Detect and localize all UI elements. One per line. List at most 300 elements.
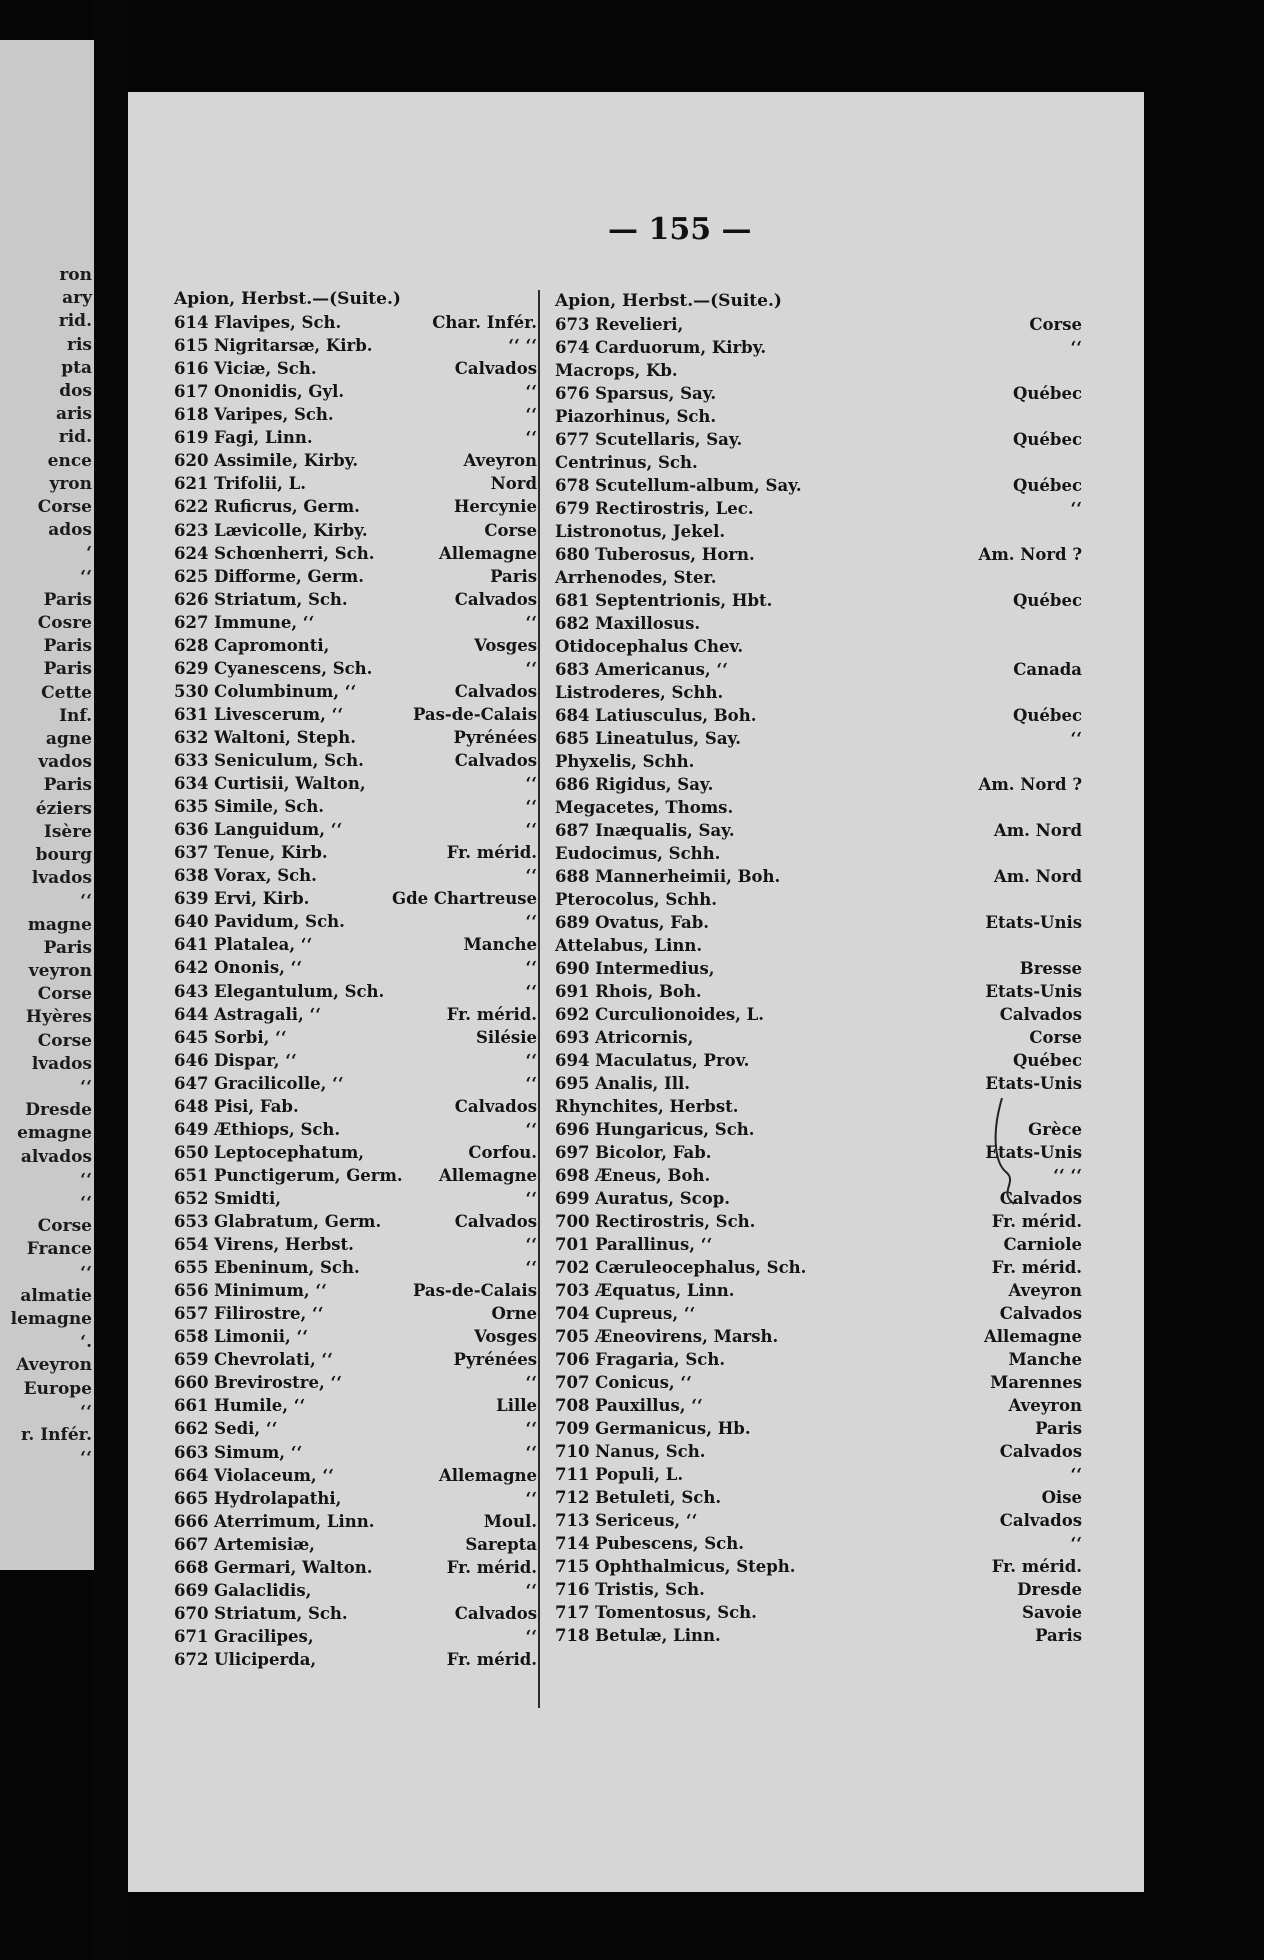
catalog-entry bbox=[174, 1026, 537, 1049]
margin-fragment: aris bbox=[55, 404, 92, 425]
catalog-entry bbox=[174, 956, 537, 979]
entry-locality: Lille bbox=[496, 1396, 537, 1416]
entry-name: 639 Ervi, Kirb. bbox=[174, 889, 310, 909]
page-number: — 155 — bbox=[608, 212, 752, 247]
catalog-entry bbox=[174, 1441, 537, 1464]
entry-locality: Calvados bbox=[454, 751, 537, 770]
entry-locality: ‘‘ ‘‘ bbox=[508, 336, 537, 356]
entry-locality: ‘‘ bbox=[525, 612, 537, 632]
catalog-entry bbox=[174, 1279, 537, 1302]
entry-locality: Allemagne bbox=[438, 1465, 537, 1485]
entry-name: 665 Hydrolapathi, bbox=[174, 1488, 342, 1508]
catalog-entry bbox=[174, 1095, 537, 1118]
entry-locality: Paris bbox=[1035, 1419, 1082, 1438]
entry-locality: ‘‘ bbox=[525, 382, 537, 402]
entry-name: 707 Conicus, ‘‘ bbox=[555, 1373, 692, 1392]
entry-locality: Québec bbox=[1013, 1051, 1082, 1070]
entry-locality: Pas-de-Calais bbox=[412, 1281, 537, 1301]
entry-name: Listroderes, Schh. bbox=[555, 683, 724, 702]
catalog-entry bbox=[174, 1233, 537, 1256]
entry-locality: ‘‘ bbox=[525, 1235, 537, 1255]
catalog-entry bbox=[555, 612, 1082, 635]
catalog-entry bbox=[174, 933, 537, 956]
entry-name: 620 Assimile, Kirby. bbox=[174, 451, 359, 471]
catalog-entry bbox=[174, 1371, 537, 1394]
entry-name: 631 Livescerum, ‘‘ bbox=[174, 704, 344, 724]
catalog-entry bbox=[174, 1325, 537, 1348]
entry-name: 704 Cupreus, ‘‘ bbox=[555, 1304, 696, 1323]
entry-name: 647 Gracilicolle, ‘‘ bbox=[174, 1073, 344, 1093]
catalog-entry bbox=[555, 1578, 1082, 1601]
entry-name: Listronotus, Jekel. bbox=[555, 522, 726, 541]
catalog-entry bbox=[555, 428, 1082, 451]
entry-name: 715 Ophthalmicus, Steph. bbox=[555, 1557, 796, 1576]
entry-locality: Aveyron bbox=[1008, 1396, 1082, 1415]
catalog-entry bbox=[174, 1210, 537, 1233]
margin-fragment: France bbox=[26, 1239, 92, 1260]
entry-name: 690 Intermedius, bbox=[555, 959, 715, 978]
entry-locality: ‘‘ bbox=[525, 1119, 537, 1139]
entry-locality: Calvados bbox=[999, 1189, 1082, 1208]
entry-locality: ‘‘ bbox=[1070, 338, 1082, 357]
catalog-entry bbox=[555, 819, 1082, 842]
entry-name: 674 Carduorum, Kirby. bbox=[555, 338, 767, 357]
entry-locality: Sarepta bbox=[465, 1534, 537, 1554]
entry-locality: Dresde bbox=[1017, 1580, 1082, 1599]
entry-locality: ‘‘ bbox=[525, 1419, 537, 1439]
entry-name: 637 Tenue, Kirb. bbox=[174, 843, 328, 863]
entry-name: 628 Capromonti, bbox=[174, 635, 330, 655]
entry-locality: Am. Nord ? bbox=[978, 545, 1082, 564]
entry-locality: Calvados bbox=[999, 1442, 1082, 1461]
margin-fragment: ence bbox=[47, 450, 92, 471]
catalog-entry bbox=[555, 1417, 1082, 1440]
entry-locality: Fr. mérid. bbox=[446, 843, 537, 863]
entry-name: 660 Brevirostre, ‘‘ bbox=[174, 1373, 342, 1393]
catalog-entry bbox=[174, 426, 537, 449]
catalog-entry bbox=[174, 1072, 537, 1095]
entry-name: 718 Betulæ, Linn. bbox=[555, 1626, 721, 1645]
margin-fragment: magne bbox=[27, 914, 92, 935]
entry-locality: Québec bbox=[1013, 384, 1082, 403]
entry-locality: Etats-Unis bbox=[985, 913, 1082, 932]
catalog-entry bbox=[174, 542, 537, 565]
catalog-entry bbox=[555, 1486, 1082, 1509]
catalog-entry bbox=[174, 749, 537, 772]
entry-name: 676 Sparsus, Say. bbox=[555, 384, 717, 403]
entry-name: 684 Latiusculus, Boh. bbox=[555, 706, 757, 725]
entry-name: 644 Astragali, ‘‘ bbox=[174, 1004, 322, 1024]
entry-name: 653 Glabratum, Germ. bbox=[174, 1212, 382, 1231]
margin-fragment: Corse bbox=[37, 984, 92, 1005]
entry-locality: Hercynie bbox=[453, 497, 537, 517]
catalog-entry bbox=[555, 1233, 1082, 1256]
margin-fragment: vados bbox=[38, 752, 92, 773]
entry-name: 657 Filirostre, ‘‘ bbox=[174, 1304, 324, 1324]
entry-name: 709 Germanicus, Hb. bbox=[555, 1419, 751, 1438]
catalog-entry bbox=[174, 1648, 537, 1671]
entry-name: 685 Lineatulus, Say. bbox=[555, 729, 741, 748]
catalog-entry bbox=[174, 1533, 537, 1556]
previous-page-fragment bbox=[0, 40, 94, 1570]
catalog-entry bbox=[174, 495, 537, 518]
entry-name: 708 Pauxillus, ‘‘ bbox=[555, 1396, 703, 1415]
margin-fragment: Isère bbox=[43, 821, 92, 842]
entry-locality: Etats-Unis bbox=[985, 1074, 1082, 1093]
entry-name: 622 Ruficrus, Germ. bbox=[174, 497, 360, 517]
entry-locality: Calvados bbox=[999, 1304, 1082, 1323]
catalog-entry bbox=[174, 1579, 537, 1602]
catalog-entry bbox=[174, 1302, 537, 1325]
catalog-entry bbox=[174, 1464, 537, 1487]
catalog-entry bbox=[174, 1256, 537, 1279]
catalog-entry bbox=[174, 703, 537, 726]
entry-locality: Pyrénées bbox=[453, 727, 537, 747]
margin-fragment: Corse bbox=[37, 1030, 92, 1051]
margin-fragment: Paris bbox=[43, 775, 92, 796]
margin-fragment: bourg bbox=[35, 845, 92, 865]
entry-name: Centrinus, Sch. bbox=[555, 453, 698, 472]
catalog-entry bbox=[174, 1003, 537, 1026]
entry-name: 621 Trifolii, L. bbox=[174, 474, 306, 494]
margin-fragment: yron bbox=[49, 473, 92, 494]
catalog-entry bbox=[174, 1348, 537, 1371]
catalog-entry bbox=[555, 980, 1082, 1003]
catalog-entry bbox=[174, 1118, 537, 1141]
entry-name: 641 Platalea, ‘‘ bbox=[174, 935, 313, 955]
entry-name: 649 Æthiops, Sch. bbox=[174, 1119, 341, 1139]
entry-locality: Pyrénées bbox=[453, 1350, 537, 1370]
entry-name: 671 Gracilipes, bbox=[174, 1626, 314, 1646]
entry-locality: Manche bbox=[463, 935, 537, 955]
catalog-entry bbox=[555, 451, 1082, 474]
entry-locality: Etats-Unis bbox=[985, 1143, 1082, 1162]
entry-name: 669 Galaclidis, bbox=[174, 1580, 312, 1600]
entry-locality: Pas-de-Calais bbox=[412, 704, 537, 724]
catalog-entry bbox=[174, 403, 537, 426]
margin-fragment: rid. bbox=[58, 427, 92, 448]
catalog-entry bbox=[555, 1026, 1082, 1049]
margin-fragment: lvados bbox=[31, 1053, 92, 1074]
entry-name: 710 Nanus, Sch. bbox=[555, 1442, 706, 1461]
entry-locality: Québec bbox=[1013, 476, 1082, 495]
catalog-entry bbox=[174, 1556, 537, 1579]
catalog-entry bbox=[174, 818, 537, 841]
catalog-entry bbox=[555, 957, 1082, 980]
entry-name: 667 Artemisiæ, bbox=[174, 1534, 315, 1554]
catalog-entry bbox=[555, 773, 1082, 796]
catalog-entry bbox=[174, 1510, 537, 1533]
entry-name: 697 Bicolor, Fab. bbox=[555, 1143, 712, 1162]
entry-name: 646 Dispar, ‘‘ bbox=[174, 1050, 297, 1070]
margin-fragment: ary bbox=[62, 288, 92, 309]
margin-fragment: ‘‘ bbox=[80, 1193, 92, 1213]
margin-fragment: agne bbox=[45, 729, 92, 749]
entry-locality: ‘‘ bbox=[1070, 1465, 1082, 1484]
margin-fragment: lemagne bbox=[10, 1309, 92, 1329]
catalog-entry bbox=[174, 657, 537, 680]
catalog-entry bbox=[174, 519, 537, 542]
catalog-entry bbox=[174, 449, 537, 472]
margin-fragment: pta bbox=[61, 357, 92, 378]
entry-name: 627 Immune, ‘‘ bbox=[174, 612, 315, 632]
entry-name: Eudocimus, Schh. bbox=[555, 844, 721, 863]
entry-name: 688 Mannerheimii, Boh. bbox=[555, 867, 781, 886]
margin-fragment: Aveyron bbox=[16, 1355, 92, 1376]
entry-name: Macrops, Kb. bbox=[555, 361, 678, 380]
entry-name: 642 Ononis, ‘‘ bbox=[174, 958, 303, 978]
entry-name: Pterocolus, Schh. bbox=[555, 890, 718, 909]
catalog-entry bbox=[174, 1625, 537, 1648]
catalog-entry bbox=[174, 1049, 537, 1072]
entry-name: 619 Fagi, Linn. bbox=[174, 428, 313, 448]
catalog-entry bbox=[174, 588, 537, 611]
catalog-entry bbox=[174, 357, 537, 380]
entry-name: 679 Rectirostris, Lec. bbox=[555, 499, 754, 518]
entry-locality: Calvados bbox=[454, 1096, 537, 1116]
catalog-entry bbox=[555, 1325, 1082, 1348]
entry-locality: Aveyron bbox=[1008, 1281, 1082, 1300]
entry-name: 623 Lævicolle, Kirby. bbox=[174, 520, 368, 540]
entry-name: 668 Germari, Walton. bbox=[174, 1557, 373, 1577]
margin-fragment: ‘‘ bbox=[80, 1262, 92, 1283]
entry-locality: ‘‘ bbox=[525, 1373, 537, 1393]
entry-locality: Corse bbox=[1029, 315, 1082, 334]
catalog-entry bbox=[555, 1394, 1082, 1417]
entry-locality: ‘‘ bbox=[525, 1488, 537, 1508]
entry-locality: Calvados bbox=[454, 1212, 537, 1231]
entry-name: Megacetes, Thoms. bbox=[555, 798, 734, 817]
margin-fragment: ‘ bbox=[86, 543, 92, 564]
entry-locality: Oise bbox=[1041, 1488, 1082, 1507]
margin-fragment: ‘‘ bbox=[80, 566, 92, 587]
catalog-entry bbox=[555, 1601, 1082, 1624]
entry-name: 692 Curculionoides, L. bbox=[555, 1005, 765, 1024]
entry-locality: Paris bbox=[490, 566, 537, 586]
entry-locality: Fr. mérid. bbox=[991, 1212, 1082, 1231]
entry-name: 617 Ononidis, Gyl. bbox=[174, 382, 345, 402]
catalog-entry bbox=[174, 472, 537, 495]
entry-name: 713 Sericeus, ‘‘ bbox=[555, 1511, 698, 1530]
pencil-mark-icon bbox=[988, 1092, 1028, 1212]
margin-fragment: Cette bbox=[41, 682, 92, 703]
entry-locality: Calvados bbox=[999, 1511, 1082, 1530]
margin-fragment: ron bbox=[59, 265, 92, 285]
margin-fragment: r. Infér. bbox=[21, 1425, 92, 1445]
catalog-entry bbox=[555, 865, 1082, 888]
entry-name: 712 Betuleti, Sch. bbox=[555, 1488, 722, 1507]
catalog-entry bbox=[174, 1487, 537, 1510]
entry-name: 686 Rigidus, Say. bbox=[555, 775, 714, 794]
catalog-entry bbox=[174, 887, 537, 910]
entry-locality: ‘‘ bbox=[525, 981, 537, 1001]
entry-name: 635 Simile, Sch. bbox=[174, 797, 325, 817]
margin-fragment: Paris bbox=[43, 937, 92, 958]
catalog-entry bbox=[555, 359, 1082, 382]
entry-locality: ‘‘ bbox=[525, 1050, 537, 1070]
entry-name: Piazorhinus, Sch. bbox=[555, 407, 717, 426]
entry-locality: Fr. mérid. bbox=[991, 1557, 1082, 1576]
margin-fragment: Inf. bbox=[59, 705, 92, 726]
entry-name: 661 Humile, ‘‘ bbox=[174, 1396, 306, 1416]
entry-name: 717 Tomentosus, Sch. bbox=[555, 1603, 757, 1622]
catalog-entry bbox=[555, 1279, 1082, 1302]
entry-locality: ‘‘ bbox=[525, 797, 537, 817]
entry-name: Apion, Herbst.—(Suite.) bbox=[555, 291, 782, 311]
catalog-entry bbox=[555, 1302, 1082, 1325]
entry-name: 703 Æquatus, Linn. bbox=[555, 1281, 735, 1300]
entry-name: Arrhenodes, Ster. bbox=[555, 568, 717, 587]
entry-name: 658 Limonii, ‘‘ bbox=[174, 1327, 309, 1347]
entry-name: 640 Pavidum, Sch. bbox=[174, 912, 345, 932]
entry-locality: Canada bbox=[1013, 660, 1082, 679]
catalog-entry bbox=[555, 497, 1082, 520]
entry-name: 670 Striatum, Sch. bbox=[174, 1603, 348, 1623]
entry-locality: Allemagne bbox=[983, 1327, 1082, 1346]
entry-locality: ‘‘ bbox=[525, 820, 537, 840]
catalog-entry bbox=[555, 474, 1082, 497]
entry-name: 624 Schœnherri, Sch. bbox=[174, 543, 375, 563]
catalog-entry bbox=[174, 380, 537, 403]
catalog-entry bbox=[555, 888, 1082, 911]
entry-locality: Calvados bbox=[454, 359, 537, 379]
catalog-entry bbox=[555, 1463, 1082, 1486]
entry-name: 629 Cyanescens, Sch. bbox=[174, 658, 373, 678]
entry-name: 614 Flavipes, Sch. bbox=[174, 313, 342, 333]
entry-name: 672 Uliciperda, bbox=[174, 1649, 317, 1669]
catalog-entry bbox=[174, 611, 537, 634]
entry-locality: ‘‘ bbox=[525, 1580, 537, 1600]
entry-name: 643 Elegantulum, Sch. bbox=[174, 981, 385, 1001]
margin-fragment: ados bbox=[48, 520, 92, 541]
margin-fragment: Corse bbox=[37, 497, 92, 517]
margin-fragment: rid. bbox=[58, 311, 92, 332]
entry-locality: Fr. mérid. bbox=[446, 1557, 537, 1577]
entry-locality: Fr. mérid. bbox=[991, 1258, 1082, 1277]
entry-locality: Marennes bbox=[990, 1373, 1082, 1392]
catalog-entry bbox=[174, 910, 537, 933]
entry-locality: ‘‘ bbox=[525, 658, 537, 678]
entry-locality: Fr. mérid. bbox=[446, 1004, 537, 1024]
catalog-entry bbox=[555, 1210, 1082, 1233]
entry-locality: Savoie bbox=[1022, 1603, 1082, 1622]
entry-locality: ‘‘ bbox=[525, 405, 537, 425]
entry-name: 705 Æneovirens, Marsh. bbox=[555, 1327, 779, 1346]
entry-name: 701 Parallinus, ‘‘ bbox=[555, 1235, 713, 1254]
entry-name: 689 Ovatus, Fab. bbox=[555, 913, 710, 932]
entry-locality: Etats-Unis bbox=[985, 982, 1082, 1001]
margin-fragment: alvados bbox=[20, 1146, 92, 1167]
catalog-entry bbox=[555, 1624, 1082, 1647]
entry-locality: Aveyron bbox=[463, 451, 537, 471]
entry-name: Attelabus, Linn. bbox=[555, 936, 703, 955]
margin-fragment: Corse bbox=[37, 1216, 92, 1237]
entry-locality: ‘‘ bbox=[525, 1626, 537, 1646]
entry-name: 677 Scutellaris, Say. bbox=[555, 430, 743, 449]
entry-locality: Nord bbox=[490, 474, 537, 494]
entry-locality: Calvados bbox=[454, 681, 537, 701]
entry-locality: Grèce bbox=[1028, 1120, 1082, 1139]
entry-locality: Calvados bbox=[454, 589, 537, 609]
catalog-entry bbox=[555, 1003, 1082, 1026]
margin-fragment: ‘‘ bbox=[80, 1169, 92, 1190]
entry-name: 681 Septentrionis, Hbt. bbox=[555, 591, 773, 610]
column-heading bbox=[555, 290, 1082, 313]
entry-locality: Calvados bbox=[454, 1603, 537, 1623]
catalog-entry bbox=[174, 980, 537, 1003]
catalog-entry bbox=[555, 543, 1082, 566]
catalog-entry bbox=[555, 750, 1082, 773]
entry-locality: Bresse bbox=[1019, 959, 1082, 978]
entry-locality: Am. Nord ? bbox=[978, 775, 1082, 794]
entry-locality: ‘‘ bbox=[1070, 729, 1082, 748]
entry-name: 699 Auratus, Scop. bbox=[555, 1189, 731, 1208]
catalog-entry bbox=[555, 589, 1082, 612]
catalog-entry bbox=[174, 1602, 537, 1625]
catalog-entry bbox=[174, 1417, 537, 1440]
entry-name: 650 Leptocephatum, bbox=[174, 1142, 365, 1162]
catalog-entry bbox=[555, 520, 1082, 543]
entry-locality: Carniole bbox=[1003, 1235, 1082, 1254]
entry-locality: ‘‘ bbox=[525, 1188, 537, 1208]
catalog-entry bbox=[555, 336, 1082, 359]
column-divider bbox=[538, 290, 540, 1708]
entry-name: 659 Chevrolati, ‘‘ bbox=[174, 1350, 333, 1370]
entry-locality: ‘‘ bbox=[1070, 1534, 1082, 1553]
entry-locality: Québec bbox=[1013, 591, 1082, 610]
margin-fragment: Paris bbox=[43, 636, 92, 657]
entry-name: 634 Curtisii, Walton, bbox=[174, 774, 366, 794]
catalog-entry bbox=[174, 864, 537, 887]
entry-locality: Gde Chartreuse bbox=[392, 889, 537, 909]
entry-locality: Corse bbox=[1029, 1028, 1082, 1047]
entry-name: 673 Revelieri, bbox=[555, 315, 684, 334]
catalog-entry bbox=[174, 334, 537, 357]
entry-name: 636 Languidum, ‘‘ bbox=[174, 820, 343, 840]
entry-locality: ‘‘ bbox=[525, 912, 537, 932]
entry-locality: Québec bbox=[1013, 430, 1082, 449]
entry-name: 666 Aterrimum, Linn. bbox=[174, 1511, 375, 1531]
entry-name: Otidocephalus Chev. bbox=[555, 637, 744, 656]
catalog-entry bbox=[555, 382, 1082, 405]
entry-name: 682 Maxillosus. bbox=[555, 614, 701, 633]
catalog-entry bbox=[174, 1394, 537, 1417]
catalog-entry bbox=[555, 842, 1082, 865]
entry-locality: ‘‘ bbox=[525, 1442, 537, 1462]
entry-name: Rhynchites, Herbst. bbox=[555, 1097, 739, 1116]
catalog-entry bbox=[555, 796, 1082, 819]
entry-locality: Orne bbox=[491, 1304, 537, 1324]
catalog-entry bbox=[174, 311, 537, 334]
entry-locality: ‘‘ bbox=[525, 1073, 537, 1093]
entry-name: 696 Hungaricus, Sch. bbox=[555, 1120, 755, 1139]
catalog-entry bbox=[555, 566, 1082, 589]
catalog-entry bbox=[174, 565, 537, 588]
entry-name: 663 Simum, ‘‘ bbox=[174, 1442, 303, 1462]
catalog-entry bbox=[555, 704, 1082, 727]
margin-fragment: Dresde bbox=[25, 1100, 92, 1121]
entry-name: 716 Tristis, Sch. bbox=[555, 1580, 705, 1599]
entry-locality: Vosges bbox=[474, 635, 537, 655]
catalog-entry bbox=[174, 841, 537, 864]
entry-name: 618 Varipes, Sch. bbox=[174, 405, 334, 425]
entry-name: 694 Maculatus, Prov. bbox=[555, 1051, 750, 1070]
entry-locality: Moul. bbox=[483, 1511, 537, 1531]
catalog-entry bbox=[555, 911, 1082, 934]
catalog-entry bbox=[555, 1440, 1082, 1463]
entry-name: 626 Striatum, Sch. bbox=[174, 589, 348, 609]
catalog-entry bbox=[174, 726, 537, 749]
